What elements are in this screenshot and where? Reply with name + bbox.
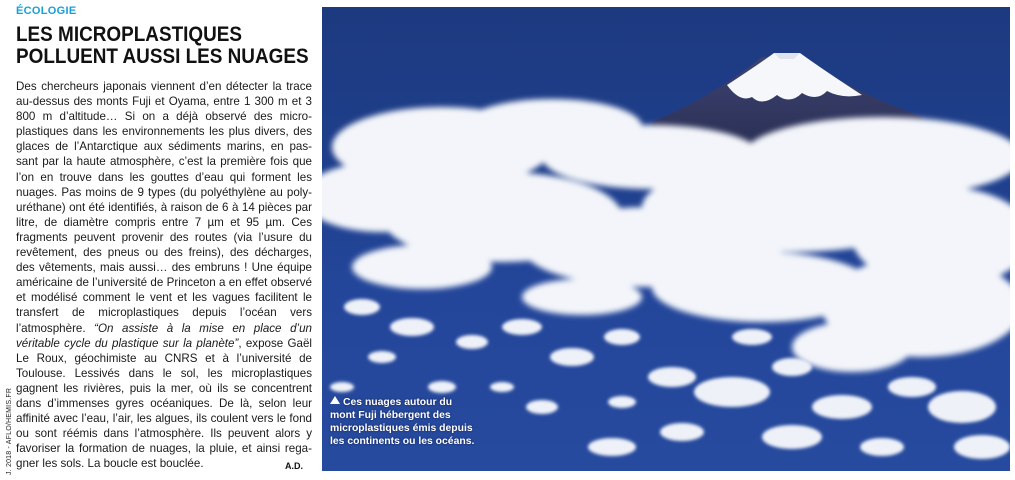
photo-credit: J. 2018 - AFLO/HEMIS.FR	[6, 387, 13, 475]
body-quote: “On assiste à la mise en place d’un véritable cycle du plastique sur la planète”	[16, 321, 312, 350]
headline-line-1: LES MICROPLASTIQUES	[16, 22, 243, 46]
article-body	[16, 79, 312, 471]
photo-caption	[330, 396, 480, 448]
headline-line-2: POLLUENT AUSSI LES NUAGES	[16, 44, 309, 68]
mountain-snowcap	[727, 53, 862, 102]
article-column	[16, 5, 312, 471]
body-part-1: Des chercheurs japonais viennent d’en détecter la trace au-dessus des monts Fuji et Oyama, entre 1 300 m et 3 800 m d’altitude… Si on a déjà observé des micro-plastiques dans les environnements les plus divers, des glaces de l’Antarctique aux sédiments marins, en pas-sant par la haute atmosphère, c’est la première fois que l’on en trouve dans les gouttes d’eau qui forment les nuages. Pas moins de 9 types (du polyéthylène au poly-uréthane) ont été identifiés, à raison de 6 à 14 pièces par litre, de diamètre compris entre 7 µm et 95 µm. Ces fragments peuvent provenir des routes (via l’usure du revêtement, des pneus ou des freins), des décharges, des vêtements, mais aussi… des embruns ! Une équipe américaine de l’université de Princeton a en effet observé et modélisé comment le vent et les vagues facilitent le transfert de microplastiques depuis l’océan vers l’atmosphère.	[16, 80, 312, 335]
body-part-2: , expose Gaël Le Roux, géochimiste au CNRS et à l’université de Toulouse. Lessivés dans le sol, les microplastiques gagnent les rivières, puis la mer, où ils se concentrent dans d’immenses gyres océaniques. De là, selon leur affinité avec l’eau, l’air, les algues, ils coulent vers le fond ou sont réémis dans l’atmosphère. Ils peuvent alors y favoriser la formation de nuages, la pluie, et ainsi rega-gner les sols. La boucle est bouclée.	[16, 336, 312, 471]
section-rubric: ÉCOLOGIE	[16, 5, 77, 17]
triangle-marker-icon	[330, 396, 340, 404]
author-signature: A.D.	[285, 461, 303, 471]
mount-fuji-photo	[322, 7, 1010, 471]
caption-text: Ces nuages autour du mont Fuji hébergent des microplastiques émis depuis les continents ou les océans.	[330, 397, 475, 447]
article-headline	[16, 22, 309, 68]
